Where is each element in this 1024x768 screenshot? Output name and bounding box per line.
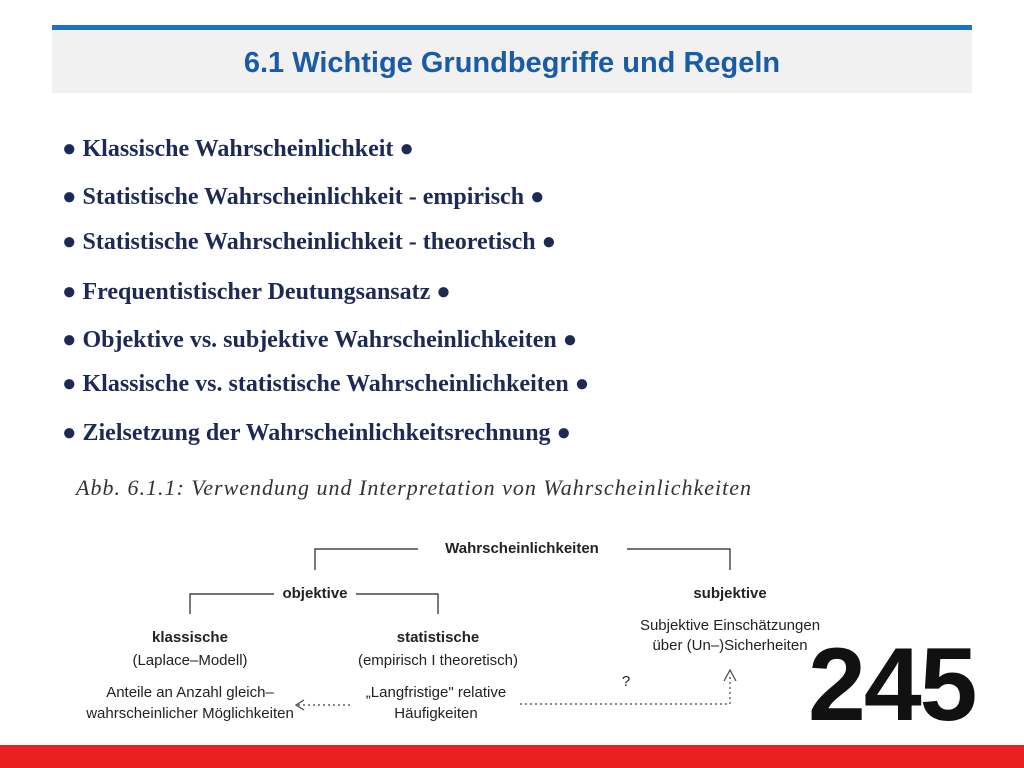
subjective-label: subjektive	[693, 585, 767, 602]
objective-left-line	[190, 594, 274, 614]
objective-label: objektive	[282, 585, 348, 602]
page-number: 245	[808, 627, 976, 743]
bullet-item: ● Statistische Wahrscheinlichkeit - theoretisch ●	[62, 229, 557, 255]
bullet-item: ● Klassische Wahrscheinlichkeit ●	[62, 136, 414, 162]
objective-right-line	[356, 594, 438, 614]
figure-caption: Abb. 6.1.1: Verwendung und Interpretation von Wahrscheinlichkeiten	[76, 475, 752, 500]
arrowhead-up	[724, 670, 736, 681]
bottom-bar	[0, 745, 1024, 768]
bullet-item: ● Statistische Wahrscheinlichkeit - empirisch ●	[62, 184, 545, 210]
page-title: 6.1 Wichtige Grundbegriffe und Regeln	[243, 47, 781, 79]
bullet-item: ● Frequentistischer Deutungsansatz ●	[62, 279, 451, 305]
subjective-desc-line1: Subjektive Einschätzungen	[639, 617, 821, 634]
statistical-desc-line1: „Langfristige" relative	[365, 684, 507, 701]
statistical-label: statistische	[396, 629, 480, 646]
bullet-item: ● Klassische vs. statistische Wahrscheinlichkeiten ●	[62, 371, 590, 397]
statistical-desc-line2: Häufigkeiten	[394, 705, 478, 722]
root-right-line	[627, 549, 730, 570]
bullet-item: ● Objektive vs. subjektive Wahrscheinlichkeiten ●	[62, 327, 578, 353]
question-mark: ?	[621, 673, 631, 690]
subjective-desc-line2: über (Un–)Sicherheiten	[652, 637, 808, 654]
root-left-line	[315, 549, 418, 570]
classical-label: klassische	[152, 629, 228, 646]
statistical-sublabel: (empirisch I theoretisch)	[357, 652, 519, 669]
classical-desc-line2: wahrscheinlicher Möglichkeiten	[86, 705, 294, 722]
classical-sublabel: (Laplace–Modell)	[132, 652, 248, 669]
bullet-item: ● Zielsetzung der Wahrscheinlichkeitsrechnung ●	[62, 420, 572, 446]
classical-desc-line1: Anteile an Anzahl gleich–	[106, 684, 274, 701]
root-label: Wahrscheinlichkeiten	[445, 540, 599, 557]
